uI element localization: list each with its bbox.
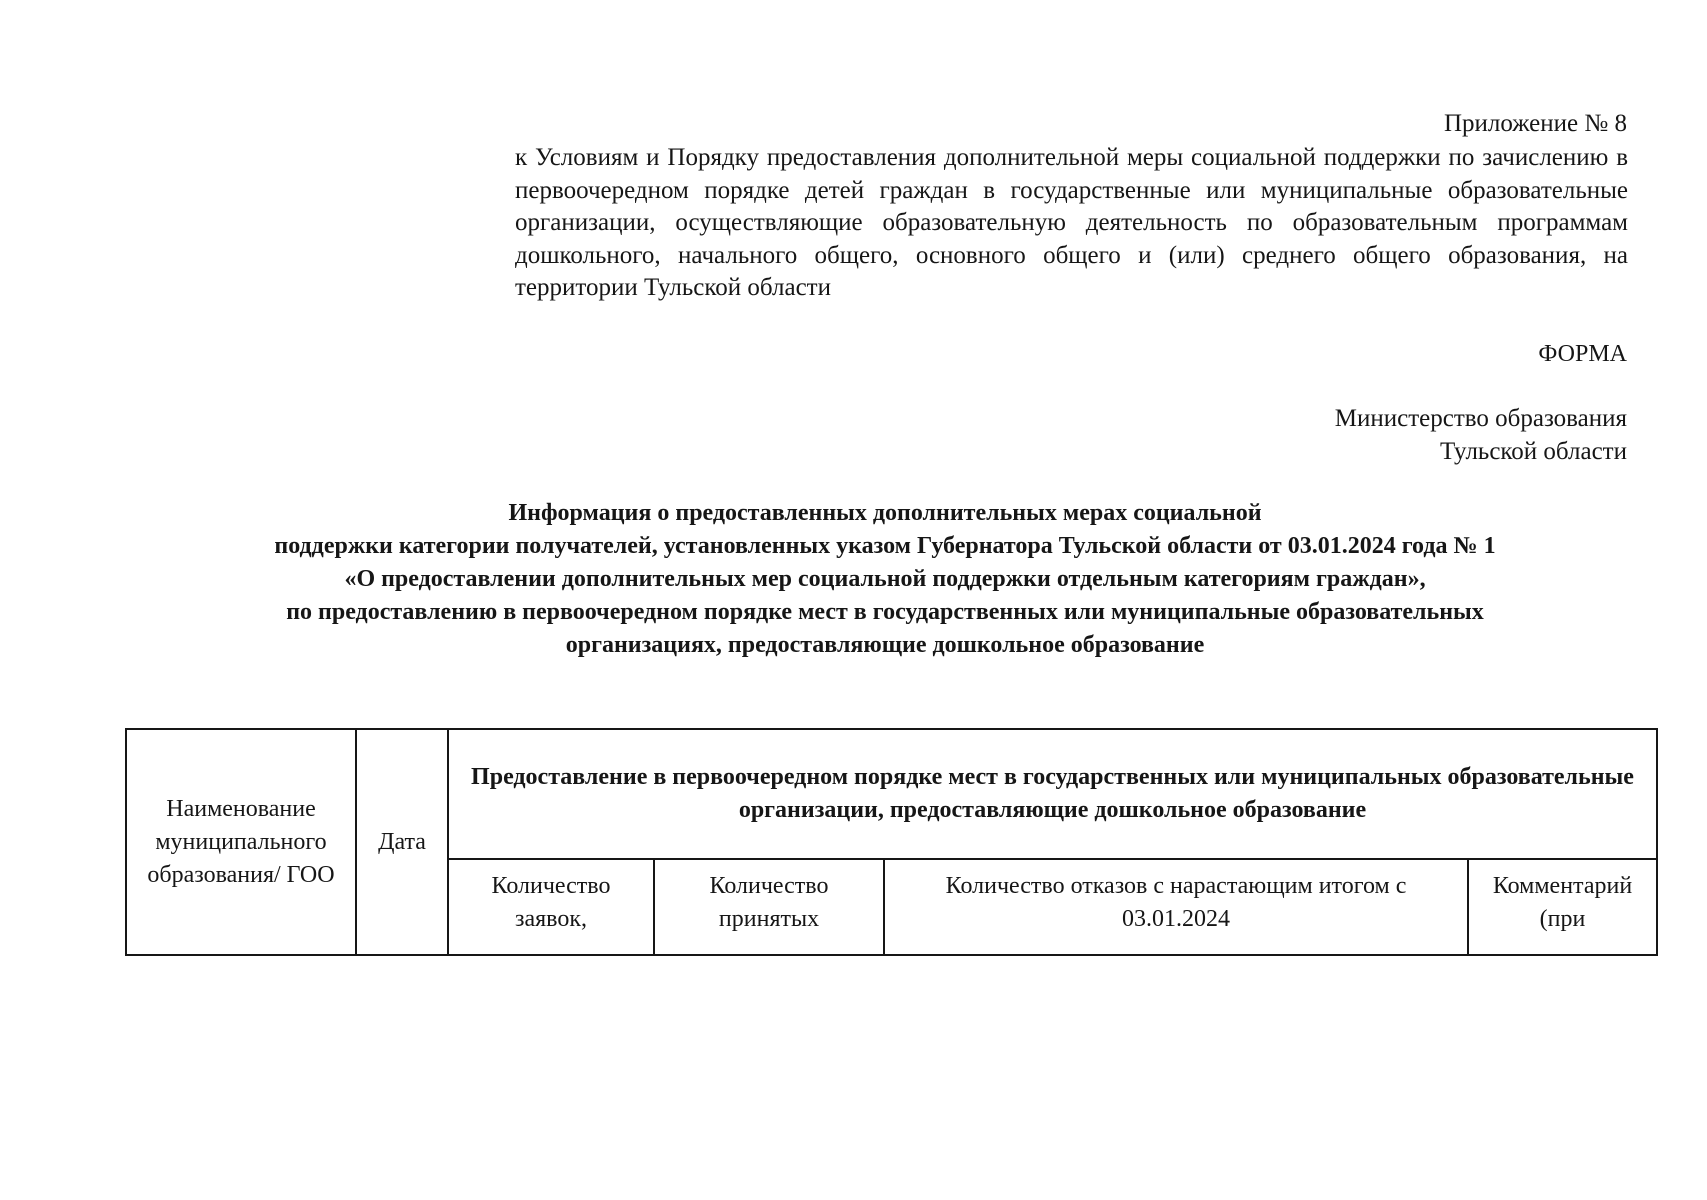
form-label: ФОРМА [1538, 341, 1627, 367]
document-title-line-2: поддержки категории получателей, установленных указом Губернатора Тульской области от 03.01.2024 года № 1 [274, 533, 1496, 559]
appendix-title: Приложение № 8 [1443, 110, 1627, 137]
document-title-line-4: по предоставлению в первоочередном порядке мест в государственных или муниципальные образовательных [286, 599, 1484, 625]
addressee-line-1: Министерство образования [1334, 405, 1627, 432]
document-title-line-5: организациях, предоставляющие дошкольное образование [565, 632, 1205, 658]
document-title-line-3: «О предоставлении дополнительных мер социальной поддержки отдельным категориям граждан», [344, 566, 1426, 592]
header-municipality: Наименование муниципального образования/ ГОО [126, 729, 356, 955]
header-applications-count: Количество заявок, [448, 859, 654, 955]
document-title [145, 497, 1625, 662]
header-accepted-count: Количество принятых [654, 859, 884, 955]
appendix-text: к Условиям и Порядку предоставления дополнительной меры социальной поддержки по зачислению в первоочередном порядке детей граждан в государственные или муниципальные образовательные организации, осуществляющие образовательную деятельность по образовательным программам дошкольного, начального общего, основного общего и (или) среднего общего образования, на территории Тульской области [515, 144, 1628, 301]
header-comment: Комментарий (при [1468, 859, 1657, 955]
header-date: Дата [356, 729, 448, 955]
header-priority-places-group: Предоставление в первоочередном порядке мест в государственных или муниципальных образовательные организации, предоставляющие дошкольное образование [448, 729, 1657, 859]
addressee [1335, 402, 1627, 468]
header-refusals-count: Количество отказов с нарастающим итогом с 03.01.2024 [884, 859, 1468, 955]
table-header-row [126, 729, 1657, 859]
report-table [125, 728, 1658, 956]
document-title-line-1: Информация о предоставленных дополнительных мерах социальной [508, 500, 1262, 526]
addressee-line-2: Тульской области [1440, 438, 1627, 465]
